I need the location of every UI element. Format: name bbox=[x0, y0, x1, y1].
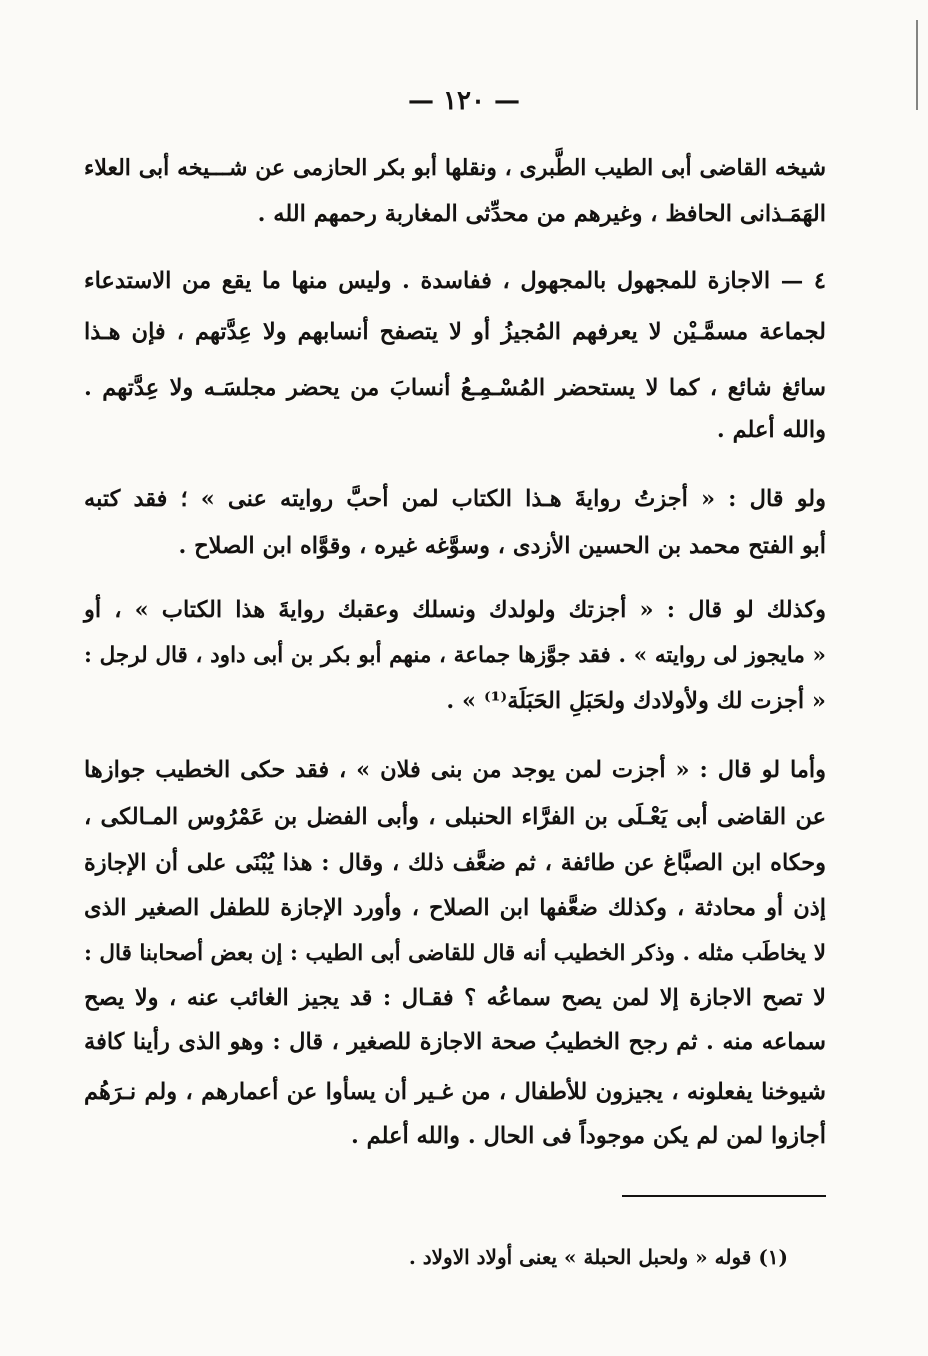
text-line: الهَمَـذانى الحافظ ، وغيرهم من محدِّثى المغاربة رحمهم الله . bbox=[257, 201, 826, 227]
text-line: إذن أو محادثة ، وكذلك ضعَّفها ابن الصلاح ، وأورد الإجازة للطفل الصغير الذى bbox=[84, 895, 826, 921]
text-line: عن القاضى أبى يَعْـلَى بن الفرَّاء الحنبلى ، وأبى الفضل بن عَمْرُوس المـالكى ، bbox=[84, 804, 826, 830]
text-line: لجماعة مسمَّـيْن لا يعرفهم المُجيزُ أو لا يتصفح أنسابهم ولا عِدَّتهم ، فإن هـذا bbox=[84, 319, 826, 345]
text-line: شيوخنا يفعلونه ، يجيزون للأطفال ، من غـير أن يسأوا عن أعمارهم ، ولم نـرَهُم bbox=[84, 1079, 826, 1105]
text-line: أبو الفتح محمد بن الحسين الأزدى ، وسوَّغه غيره ، وقوَّاه ابن الصلاح . bbox=[178, 533, 826, 559]
footnote-separator bbox=[622, 1195, 826, 1197]
footnote: (١) قوله « ولحبل الحبلة » يعنى أولاد الاولاد . bbox=[408, 1245, 788, 1269]
text-line: وكذلك لو قال : « أجزتك ولولدك ونسلك وعقبك روايةَ هذا الكتاب » ، أو bbox=[84, 597, 826, 623]
text-line: « أجزت لك ولأولادك ولحَبَلِ الحَبَلَة⁽¹⁾ » . bbox=[446, 688, 826, 714]
text-line: وأما لو قال : « أجزت لمن يوجد من بنى فلان » ، فقد حكى الخطيب جوازها bbox=[84, 757, 826, 783]
text-line: أجازوا لمن لم يكن موجوداً فى الحال . والله أعلم . bbox=[350, 1123, 826, 1149]
text-line: لا يخاطَب مثله . وذكر الخطيب أنه قال للقاضى أبى الطيب : إن بعض أصحابنا قال : bbox=[84, 941, 826, 966]
text-line: والله أعلم . bbox=[716, 417, 826, 443]
text-line: سائغ شائع ، كما لا يستحضر المُسْـمِـعُ أنسابَ من يحضر مجلسَـه ولا عِدَّتهم . bbox=[84, 375, 826, 401]
text-line: سماعه منه . ثم رجح الخطيبُ صحة الاجازة للصغير ، قال : وهو الذى رأينا كافة bbox=[84, 1029, 826, 1055]
text-line: « مايجوز لى روايته » . فقد جوَّزها جماعة ، منهم أبو بكر بن أبى داود ، قال لرجل : bbox=[84, 643, 826, 668]
page-number: — ١٢٠ — bbox=[407, 86, 521, 116]
text-line: ولو قال : « أجزتُ روايةَ هـذا الكتاب لمن أحبَّ روايته عنى » ؛ فقد كتبه bbox=[84, 486, 826, 512]
text-line: وحكاه ابن الصبَّاغ عن طائفة ، ثم ضعَّف ذلك ، وقال : هذا يُبْنَى على أن الإجازة bbox=[84, 850, 826, 876]
text-line: ٤ — الاجازة للمجهول بالمجهول ، ففاسدة . وليس منها ما يقع من الاستدعاء bbox=[84, 268, 826, 294]
text-line: شيخه القاضى أبى الطيب الطَّبرى ، ونقلها أبو بكر الحازمى عن شـــيخه أبى العلاء bbox=[84, 155, 826, 181]
text-line: لا تصح الاجازة إلا لمن يصح سماعُه ؟ فقـال : قد يجيز الغائب عنه ، ولا يصح bbox=[84, 985, 826, 1011]
